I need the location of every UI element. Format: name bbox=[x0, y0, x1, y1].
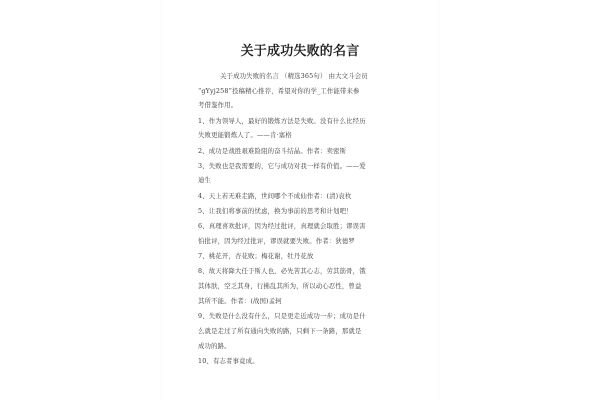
intro-line: 考借鉴作用。 bbox=[198, 101, 238, 109]
quote-5-line-1: 5、让我们将事前的忧虑，换为事前的思考和计划吧！ bbox=[198, 207, 353, 215]
quote-8-line-3: 其所不能。作者：(战国)孟轲 bbox=[198, 297, 282, 305]
document-page bbox=[162, 0, 438, 400]
intro-line: 关于成功失败的名言 （精选365句） 由大文斗会员 bbox=[220, 72, 368, 80]
quote-3-line-2: 迪生 bbox=[198, 176, 212, 184]
quote-1-line-1: 1、作为领导人，最好的锻炼方法是失败。没有什么比经历 bbox=[198, 117, 366, 125]
quote-1-line-2: 失败更能锻炼人了。——肯·塞格 bbox=[198, 131, 292, 139]
quote-6-line-2: 怕批评，因为经过批评，谬误就要失败。作者：狄德罗 bbox=[198, 237, 355, 245]
page-title: 关于成功失败的名言 bbox=[240, 44, 360, 59]
quote-3-line-1: 3、失败也是我需要的，它与成功对我一样有价值。——爱 bbox=[198, 162, 366, 170]
quote-9-line-3: 成功的路。 bbox=[198, 342, 231, 350]
quote-10-line-1: 10、有志者事竟成。 bbox=[198, 357, 259, 365]
quote-4-line-1: 4、天上若无难走路，世间哪个不成仙作者：(清)袁枚 bbox=[198, 192, 352, 200]
quote-8-line-1: 8、故天将降大任于斯人也，必先苦其心志，劳其筋骨，饿 bbox=[198, 267, 366, 275]
quote-7-line-1: 7、桃花开，杏花败；梅花谢，牡丹花放 bbox=[198, 252, 314, 260]
quote-9-line-2: 么就是走过了所有通向失败的路，只剩下一条路，那就是 bbox=[198, 327, 362, 335]
quote-9-line-1: 9、失败是什么没有什么，只是更走近成功一步；成功是什 bbox=[198, 312, 366, 320]
quote-6-line-1: 6、真理喜欢批评，因为经过批评，真理就会取胜；谬误害 bbox=[198, 222, 366, 230]
quote-8-line-2: 其体肤，空乏其身，行拂乱其所为，所以动心忍性，曾益 bbox=[198, 282, 362, 290]
quote-2-line-1: 2、成功是战胜艰难险阻的奋斗结晶。作者：卖密斯 bbox=[198, 147, 347, 155]
intro-line: “gYyj258”投稿精心推荐，希望对你的学_工作能带来参 bbox=[198, 87, 360, 95]
